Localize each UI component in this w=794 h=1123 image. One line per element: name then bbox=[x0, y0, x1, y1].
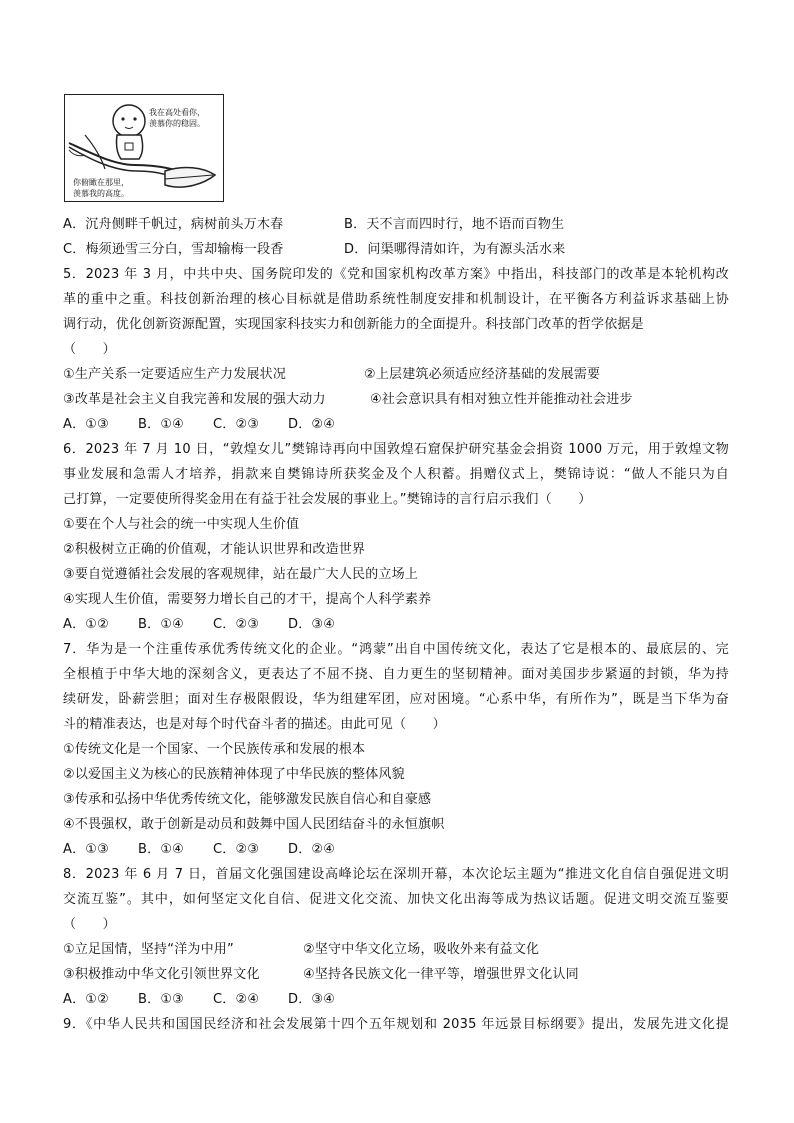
q8-item-1: ①立足国情，坚持“洋为中用” bbox=[63, 942, 234, 957]
q7-stem-line-3: 续研发，卧薪尝胆；面对生存极限假设，华为组建军团，应对困境。“心系中华，有所作为”，既是当下华为奋 bbox=[63, 692, 729, 707]
cartoon-drawing bbox=[65, 95, 222, 200]
q9-stem-line-1: 9．《中华人民共和国国民经济和社会发展第十四个五年规划和 2035 年远景目标纲要》提出，发展先进文化提 bbox=[63, 1017, 729, 1032]
q8-items-row-2 bbox=[63, 966, 579, 983]
q6-stem-line-2: 事业发展和急需人才培养，捐款来自樊锦诗所获奖金及个人积蓄。捐赠仪式上，樊锦诗说：“做人不能只为自 bbox=[63, 467, 729, 482]
q6-item-2: ②积极树立正确的价值观，才能认识世界和改造世界 bbox=[63, 542, 366, 557]
q5-stem-line-2: 革的重中之重。科技创新治理的核心目标就是借助系统性制度安排和机制设计，在平衡各方利益诉求基础上协 bbox=[63, 292, 729, 307]
cartoon-illustration bbox=[64, 94, 224, 202]
q4-options-row-1 bbox=[63, 216, 564, 233]
q5-item-3: ③改革是社会主义自我完善和发展的强大动力 bbox=[63, 392, 326, 407]
q7-choice-d: D．②④ bbox=[288, 842, 336, 857]
q7-stem-line-2: 全根植于中华大地的深刻含义，更表达了不屈不挠、自力更生的坚韧精神。面对美国步步紧逼的封锁，华为持 bbox=[63, 667, 729, 682]
q7-choice-a: A．①③ bbox=[63, 842, 110, 857]
q4-option-a: A．沉舟侧畔千帆过，病树前头万木春 bbox=[63, 217, 284, 232]
q8-item-4: ④坚持各民族文化一律平等，增强世界文化认同 bbox=[303, 967, 579, 982]
q5-item-2: ②上层建筑必须适应经济基础的发展需要 bbox=[364, 367, 601, 382]
q6-choice-a: A．①② bbox=[63, 617, 110, 632]
q8-choice-a: A．①② bbox=[63, 992, 110, 1007]
q5-choice-a: A．①③ bbox=[63, 417, 110, 432]
q8-item-2: ②坚守中华文化立场，吸收外来有益文化 bbox=[303, 942, 540, 957]
bubble-bottom-line-2: 羡慕我的高度。 bbox=[73, 189, 129, 198]
q6-choice-b: B．①④ bbox=[138, 617, 185, 632]
q4-options-row-2 bbox=[63, 241, 565, 258]
q8-stem-line-1: 8．2023 年 6 月 7 日，首届文化强国建设高峰论坛在深圳开幕，本次论坛主题为“推进文化自信自强促进文明 bbox=[63, 867, 729, 882]
q5-choices bbox=[63, 416, 335, 433]
q7-choices bbox=[63, 841, 335, 858]
q5-answer-blank: （ ） bbox=[63, 342, 116, 357]
bubble-top-line-2: 羡慕你的稳固。 bbox=[149, 119, 205, 128]
q6-item-1: ①要在个人与社会的统一中实现人生价值 bbox=[63, 517, 300, 532]
q6-stem-line-3: 己打算，一定要使所得奖金用在有益于社会发展的事业上。”樊锦诗的言行启示我们（ ） bbox=[63, 492, 592, 507]
q4-option-b: B．天不言而四时行，地不语而百物生 bbox=[344, 217, 565, 232]
q8-choices bbox=[63, 991, 335, 1008]
q8-answer-blank: （ ） bbox=[63, 917, 116, 932]
q5-choice-b: B．①④ bbox=[138, 417, 185, 432]
q6-item-4: ④实现人生价值，需要努力增长自己的才干，提高个人科学素养 bbox=[63, 592, 432, 607]
q7-item-4: ④不畏强权，敢于创新是动员和鼓舞中国人民团结奋斗的永恒旗帜 bbox=[63, 817, 445, 832]
q8-choice-d: D．③④ bbox=[288, 992, 336, 1007]
q7-item-1: ①传统文化是一个国家、一个民族传承和发展的根本 bbox=[63, 742, 366, 757]
q8-choice-c: C．②④ bbox=[213, 992, 260, 1007]
q5-choice-c: C．②③ bbox=[213, 417, 260, 432]
q7-item-3: ③传承和弘扬中华优秀传统文化，能够激发民族自信心和自豪感 bbox=[63, 792, 432, 807]
q8-items-row-1 bbox=[63, 941, 539, 958]
q6-item-3: ③要自觉遵循社会发展的客观规律，站在最广大人民的立场上 bbox=[63, 567, 419, 582]
q4-option-d: D．问渠哪得清如许，为有源头活水来 bbox=[344, 242, 566, 257]
bubble-bottom-line-1: 你俯瞰在那里， bbox=[73, 178, 129, 187]
q6-stem-line-1: 6．2023 年 7 月 10 日，“敦煌女儿”樊锦诗再向中国敦煌石窟保护研究基金会捐资 1000 万元，用于敦煌文物 bbox=[63, 442, 729, 457]
q8-item-3: ③积极推动中华文化引领世界文化 bbox=[63, 967, 260, 982]
bubble-top-line-1: 我在高处看你， bbox=[149, 108, 205, 117]
q6-choices bbox=[63, 616, 335, 633]
q5-stem-line-1: 5．2023 年 3 月，中共中央、国务院印发的《党和国家机构改革方案》中指出，科技部门的改革是本轮机构改 bbox=[63, 267, 729, 282]
q6-choice-d: D．③④ bbox=[288, 617, 336, 632]
q5-item-1: ①生产关系一定要适应生产力发展状况 bbox=[63, 367, 287, 382]
q4-option-c: C．梅须逊雪三分白，雪却输梅一段香 bbox=[63, 242, 284, 257]
q8-stem-line-2: 交流互鉴”。其中，如何坚定文化自信、促进文化交流、加快文化出海等成为热议话题。促进文明交流互鉴要 bbox=[63, 892, 729, 907]
q5-items-row-2 bbox=[63, 391, 633, 408]
q7-stem-line-4: 斗的精准表达，也是对每个时代奋斗者的描述。由此可见（ ） bbox=[63, 717, 446, 732]
q8-choice-b: B．①③ bbox=[138, 992, 185, 1007]
q6-choice-c: C．②③ bbox=[213, 617, 260, 632]
q7-choice-b: B．①④ bbox=[138, 842, 185, 857]
q7-item-2: ②以爱国主义为核心的民族精神体现了中华民族的整体风貌 bbox=[63, 767, 405, 782]
q7-stem-line-1: 7．华为是一个注重传承优秀传统文化的企业。“鸿蒙”出自中国传统文化，表达了它是根本的、最底层的、完 bbox=[63, 642, 729, 657]
q5-items-row-1 bbox=[63, 366, 600, 383]
q5-choice-d: D．②④ bbox=[288, 417, 336, 432]
q5-item-4: ④社会意识具有相对独立性并能推动社会进步 bbox=[370, 392, 633, 407]
q5-stem-line-3: 调行动，优化创新资源配置，实现国家科技实力和创新能力的全面提升。科技部门改革的哲学依据是 bbox=[63, 317, 644, 332]
q7-choice-c: C．②③ bbox=[213, 842, 260, 857]
